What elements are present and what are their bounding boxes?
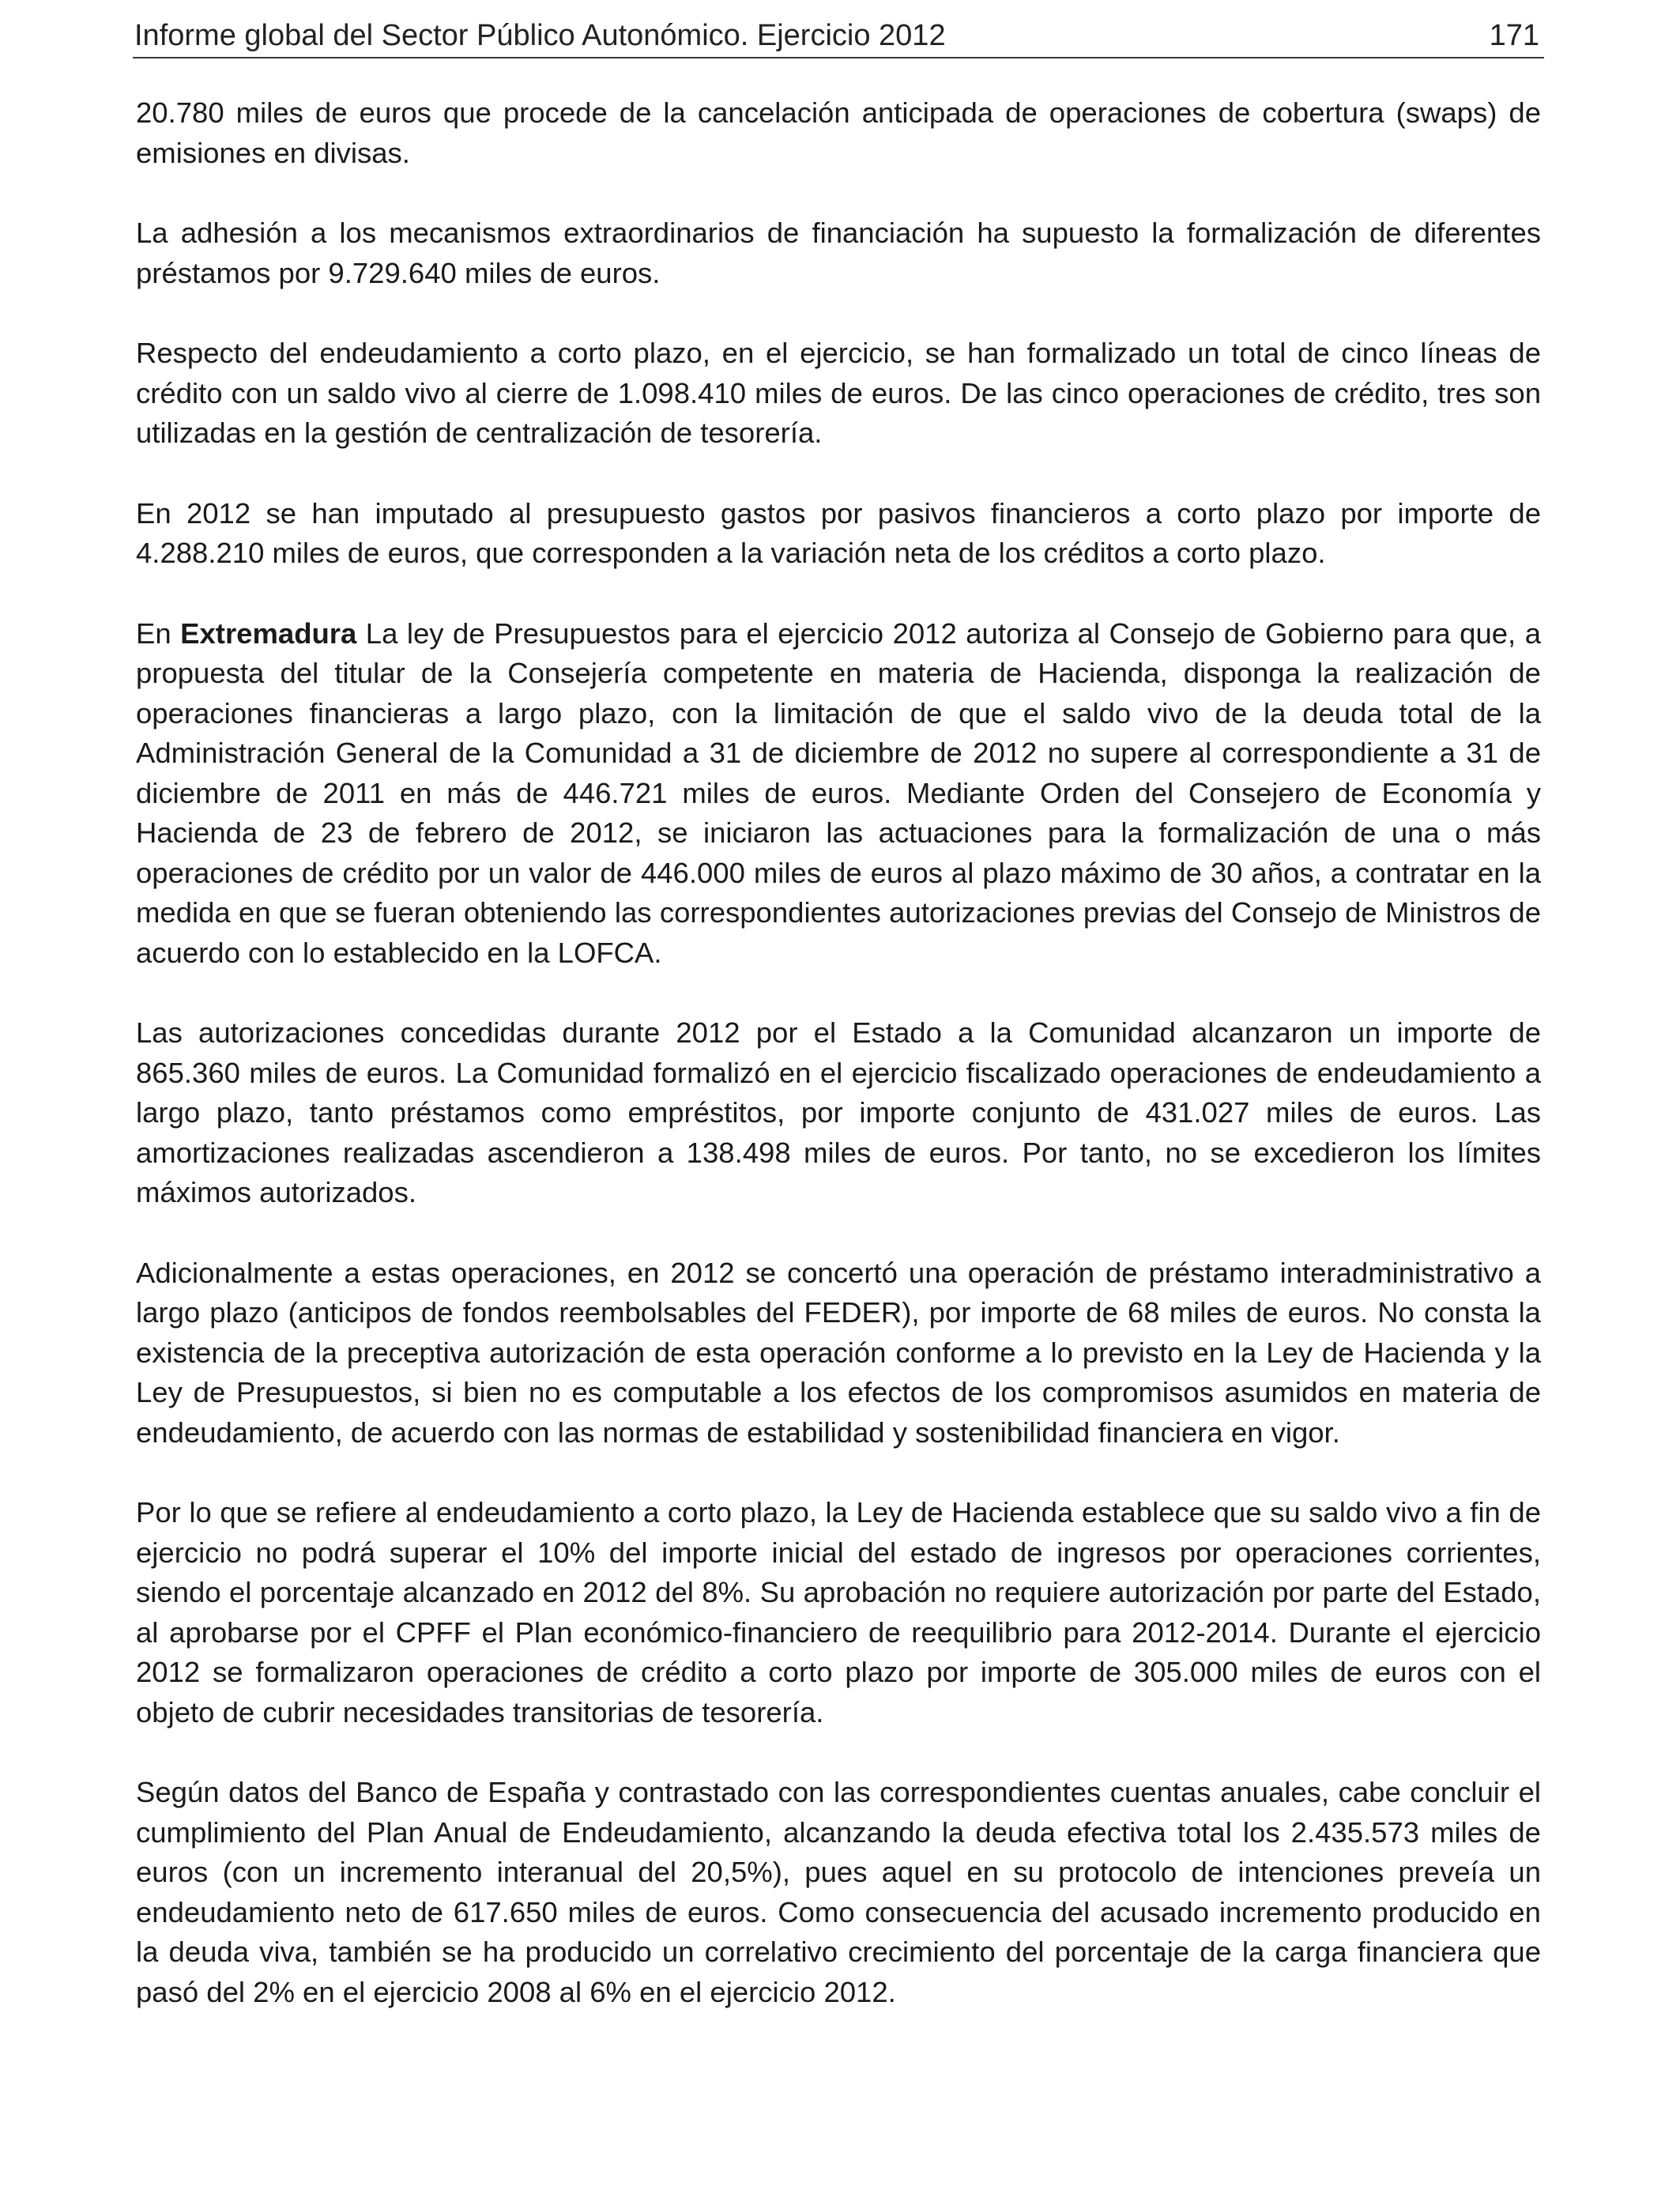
paragraph-extremadura-body: La ley de Presupuestos para el ejercicio 2012 autoriza al Consejo de Gobierno para que, a propuesta del titular de la Consejería competente en materia de Hacienda, disponga la realización de operaciones financieras a largo plazo, con la limitación de que el saldo vivo de la deuda total de la Administración General de la Comunidad a 31 de diciembre de 2012 no supere al correspondiente a 31 de diciembre de 2011 en más de 446.721 miles de euros. Mediante Orden del Consejero de Economía y Hacienda de 23 de febrero de 2012, se iniciaron las actuaciones para la formalización de una o más operaciones de crédito por un valor de 446.000 miles de euros al plazo máximo de 30 años, a contratar en la medida en que se fueran obteniendo las correspondientes autorizaciones previas del Consejo de Ministros de acuerdo con lo establecido en la LOFCA.: [136, 616, 1541, 969]
paragraph-extremadura-intro: [136, 614, 1541, 974]
paragraph-short-term-credit-lines: Respecto del endeudamiento a corto plazo, en el ejercicio, se han formalizado un total de cinco líneas de crédito con un saldo vivo al cierre de 1.098.410 miles de euros. De las cinco operaciones de crédito, tres son utilizadas en la gestión de centralización de tesorería.: [136, 337, 1541, 449]
paragraph-bank-of-spain-data: Según datos del Banco de España y contrastado con las correspondientes cuentas anuales, cabe concluir el cumplimiento del Plan Anual de Endeudamiento, alcanzando la deuda efectiva total los 2.435.573 miles de euros (con un incremento interanual del 20,5%), pues aquel en su protocolo de intenciones preveía un endeudamiento neto de 617.650 miles de euros. Como consecuencia del acusado incremento producido en la deuda viva, también se ha producido un correlativo crecimiento del porcentaje de la carga financiera que pasó del 2% en el ejercicio 2008 al 6% en el ejercicio 2012.: [136, 1776, 1541, 2008]
running-header: [133, 14, 1544, 58]
paragraph-short-term-limit: Por lo que se refiere al endeudamiento a corto plazo, la Ley de Hacienda establece que su saldo vivo a fin de ejercicio no podrá superar el 10% del importe inicial del estado de ingresos por operaciones corrientes, siendo el porcentaje alcanzado en 2012 del 8%. Su aprobación no requiere autorización por parte del Estado, al aprobarse por el CPFF el Plan económico-financiero de reequilibrio para 2012-2014. Durante el ejercicio 2012 se formalizaron operaciones de crédito a corto plazo por importe de 305.000 miles de euros con el objeto de cubrir necesidades transitorias de tesorería.: [136, 1496, 1541, 1728]
paragraph-extraordinary-financing: La adhesión a los mecanismos extraordinarios de financiación ha supuesto la formalización de diferentes préstamos por 9.729.640 miles de euros.: [136, 217, 1541, 289]
paragraph-authorizations: Las autorizaciones concedidas durante 2012 por el Estado a la Comunidad alcanzaron un importe de 865.360 miles de euros. La Comunidad formalizó en el ejercicio fiscalizado operaciones de endeudamiento a largo plazo, tanto préstamos como empréstitos, por importe conjunto de 431.027 miles de euros. Las amortizaciones realizadas ascendieron a 138.498 miles de euros. Por tanto, no se excedieron los límites máximos autorizados.: [136, 1016, 1541, 1208]
document-page: [133, 0, 1544, 2194]
header-title: Informe global del Sector Público Autonómico. Ejercicio 2012: [134, 19, 946, 52]
region-name-extremadura: Extremadura: [180, 616, 357, 650]
paragraph-extremadura-lead: En: [136, 616, 181, 650]
body-text: [136, 93, 1541, 2053]
paragraph-feder-loan: Adicionalmente a estas operaciones, en 2012 se concertó una operación de préstamo interadministrativo a largo plazo (anticipos de fondos reembolsables del FEDER), por importe de 68 miles de euros. No consta la existencia de la preceptiva autorización de esta operación conforme a lo previsto en la Ley de Hacienda y la Ley de Presupuestos, si bien no es computable a los efectos de los compromisos asumidos en materia de endeudamiento, de acuerdo con las normas de estabilidad y sostenibilidad financiera en vigor.: [136, 1256, 1541, 1449]
paragraph-short-term-expenses: En 2012 se han imputado al presupuesto gastos por pasivos financieros a corto plazo por importe de 4.288.210 miles de euros, que corresponden a la variación neta de los créditos a corto plazo.: [136, 496, 1541, 569]
paragraph-swaps-cancellation: 20.780 miles de euros que procede de la cancelación anticipada de operaciones de cobertura (swaps) de emisiones en divisas.: [136, 96, 1541, 169]
page-number: 171: [1489, 19, 1539, 52]
